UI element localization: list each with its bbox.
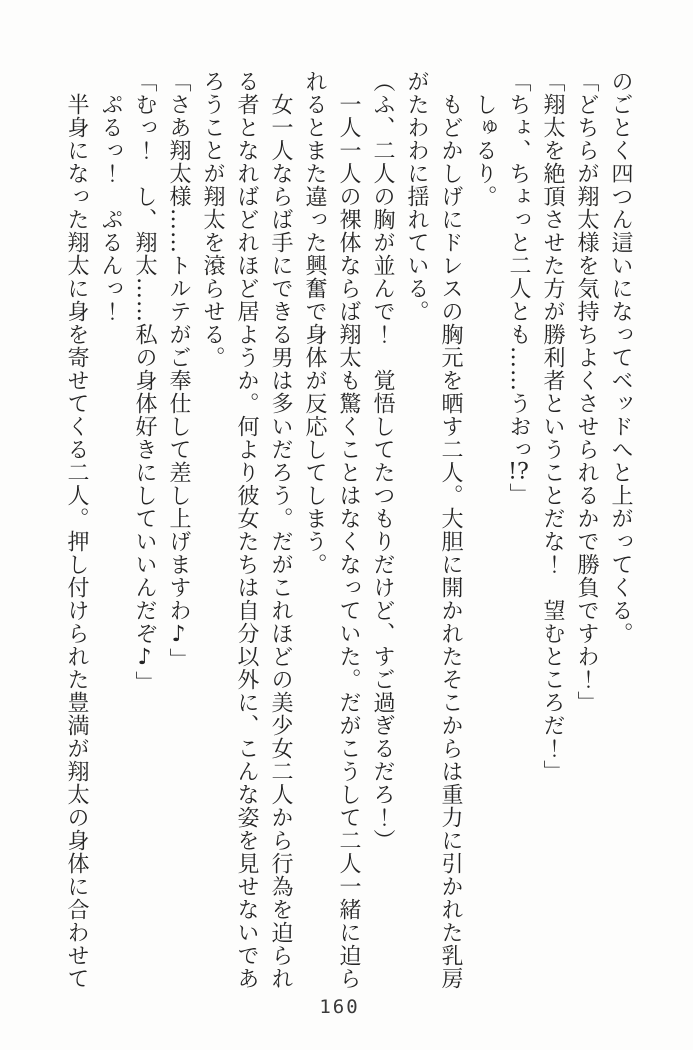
- text-line: 一人一人の裸体ならば翔太も驚くことはなくなっていた。だがこうして二人一緒に迫ら: [336, 93, 361, 990]
- text-line: しゅるり。: [472, 93, 497, 208]
- text-line: 「どちらが翔太様を気持ちよくさせられるかで勝負ですわ！」: [574, 70, 599, 714]
- page-number: 160: [319, 996, 360, 1018]
- text-line: のごとく四つん這いになってベッドへと上がってくる。: [608, 70, 633, 645]
- tatechuyoko-exclamation-question: !?: [508, 461, 529, 483]
- text-line: ろうことが翔太を滾らせる。: [200, 70, 225, 369]
- text-line: 「むっ！ し、翔太……私の身体好きにしていいんだぞ♪」: [132, 70, 157, 694]
- text-line: がたわわに揺れている。: [404, 70, 429, 323]
- text-line: 半身になった翔太に身を寄せてくる二人。押し付けられた豊満が翔太の身体に合わせて: [64, 93, 89, 990]
- text-line: れるとまた違った興奮で身体が反応してしまう。: [302, 70, 327, 576]
- text-line: （ふ、二人の胸が並んで！ 覚悟してたつもりだけど、すご過ぎるだろ！）: [370, 70, 395, 852]
- text-line: る者となればどれほど居ようか。何より彼女たちは自分以外に、こんな姿を見せないであ: [234, 70, 259, 990]
- text-line: もどかしげにドレスの胸元を晒す二人。大胆に開かれたそこからは重力に引かれた乳房: [438, 93, 463, 990]
- page-text: [59, 70, 637, 1000]
- text-line: 女一人ならば手にできる男は多いだろう。だがこれほどの美少女二人から行為を迫られ: [268, 93, 293, 990]
- text-line: 「ちょ、ちょっと二人とも……うおっ!?」: [506, 70, 531, 506]
- text-line: 「翔太を絶頂させた方が勝利者ということだな！ 望むところだ！」: [540, 70, 565, 783]
- text-line: ぷるっ！ ぷるんっ！: [98, 93, 123, 323]
- text-line: 「さあ翔太様……トルテがご奉仕して差し上げますわ♪」: [166, 70, 191, 671]
